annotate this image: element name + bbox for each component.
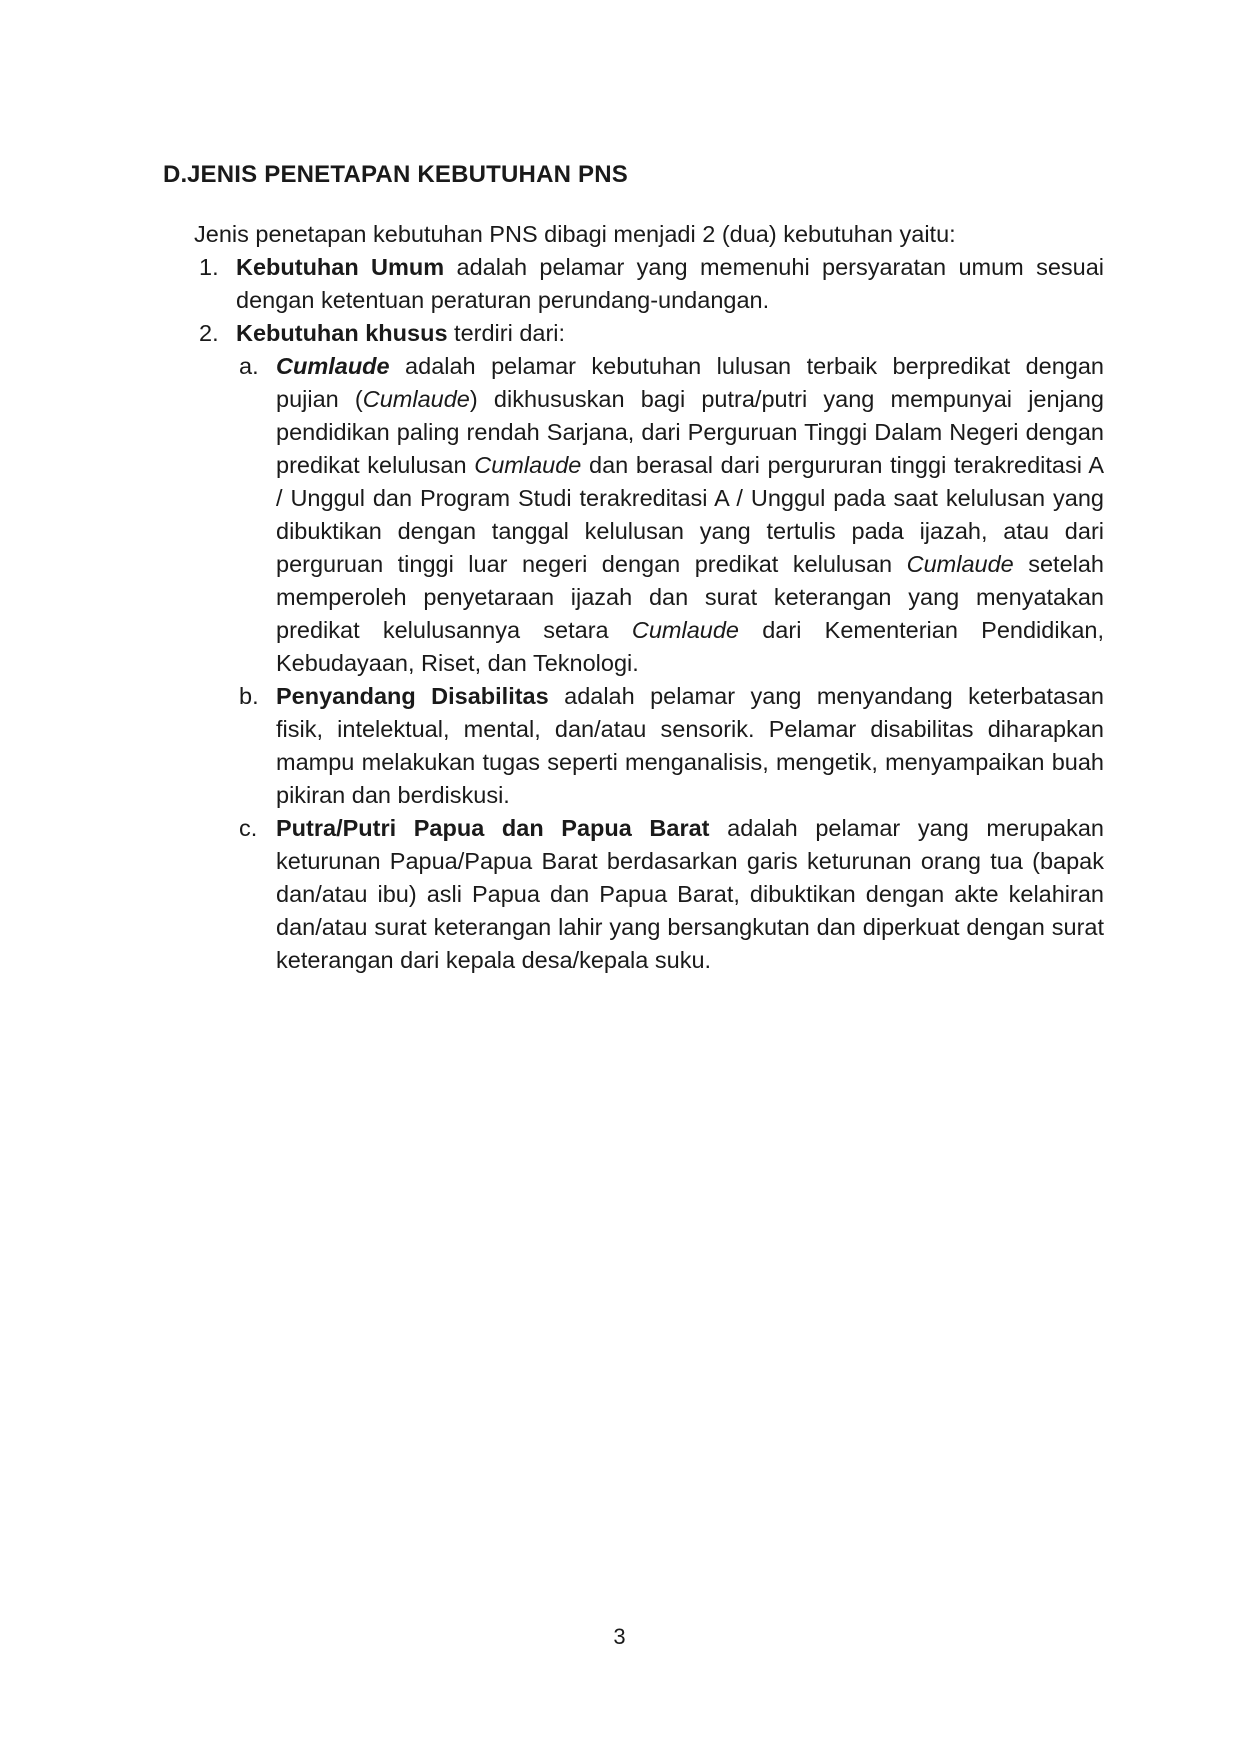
item-text: terdiri dari:	[447, 320, 566, 346]
sub-item-letter: c.	[239, 815, 258, 841]
item-number: 2.	[199, 320, 219, 346]
sub-item-text: dari Kementerian Pendidikan, Kebudayaan, Riset, dan Teknologi.	[276, 617, 1104, 676]
intro-paragraph: Jenis penetapan kebutuhan PNS dibagi menjadi 2 (dua) kebutuhan yaitu:	[194, 221, 956, 247]
sub-item-cumlaude	[236, 350, 1104, 680]
sub-item-text: adalah pelamar kebutuhan lulusan terbaik berpredikat dengan pujian (	[276, 353, 1104, 412]
list-item	[194, 317, 1104, 977]
item-body	[236, 320, 565, 346]
italic-term: Cumlaude	[631, 617, 739, 643]
section-letter: D.	[163, 161, 188, 188]
item-number: 1.	[199, 254, 219, 280]
sub-item-letter: b.	[239, 683, 259, 709]
item-body	[236, 254, 1104, 313]
page-number: 3	[613, 1624, 626, 1649]
section-title: JENIS PENETAPAN KEBUTUHAN PNS	[187, 161, 628, 188]
sub-item-text: adalah pelamar yang menyandang keterbatasan fisik, intelektual, mental, dan/atau sensorik. Pelamar disabilitas diharapkan mampu melakukan tugas seperti menganalisis, mengetik, menyampaikan buah pikiran dan berdiskusi.	[276, 683, 1104, 808]
sub-item-term: Penyandang Disabilitas	[276, 683, 549, 709]
requirement-list	[194, 251, 1104, 977]
sub-item-letter: a.	[239, 353, 259, 379]
italic-term: Cumlaude	[906, 551, 1014, 577]
sub-item-body	[276, 683, 1104, 808]
sub-item-papua	[236, 812, 1104, 977]
sub-item-text: adalah pelamar yang merupakan keturunan Papua/Papua Barat berdasarkan garis keturunan orang tua (bapak dan/atau ibu) asli Papua dan Papua Barat, dibuktikan dengan akte kelahiran dan/atau surat keterangan lahir yang bersangkutan dan diperkuat dengan surat keterangan dari kepala desa/kepala suku.	[276, 815, 1104, 973]
section-heading	[163, 158, 628, 191]
list-item	[194, 251, 1104, 317]
sub-item-disabilitas	[236, 680, 1104, 812]
sub-item-text: setelah memperoleh penyetaraan ijazah dan surat keterangan yang menyatakan predikat kelulusannya setara	[276, 551, 1105, 643]
sub-item-body	[276, 815, 1104, 973]
italic-term: Cumlaude	[474, 452, 582, 478]
sub-list	[236, 350, 1104, 977]
sub-item-text: ) dikhususkan bagi putra/putri yang mempunyai jenjang pendidikan paling rendah Sarjana, dari Perguruan Tinggi Dalam Negeri dengan predikat kelulusan	[276, 386, 1104, 478]
italic-term: Cumlaude	[362, 386, 470, 412]
sub-item-term: Putra/Putri Papua dan Papua Barat	[276, 815, 710, 841]
item-term: Kebutuhan Umum	[236, 254, 445, 280]
sub-item-text: dan berasal dari pergururan tinggi terakreditasi A / Unggul dan Program Studi terakreditasi A / Unggul pada saat kelulusan yang dibuktikan dengan tanggal kelulusan yang tertulis pada ijazah, atau dari perguruan tinggi luar negeri dengan predikat kelulusan	[276, 452, 1105, 577]
sub-item-body	[276, 353, 1104, 676]
item-term: Kebutuhan khusus	[236, 320, 448, 346]
item-text: adalah pelamar yang memenuhi persyaratan umum sesuai dengan ketentuan peraturan perundang-undangan.	[236, 254, 1105, 313]
sub-item-term: Cumlaude	[276, 353, 390, 379]
